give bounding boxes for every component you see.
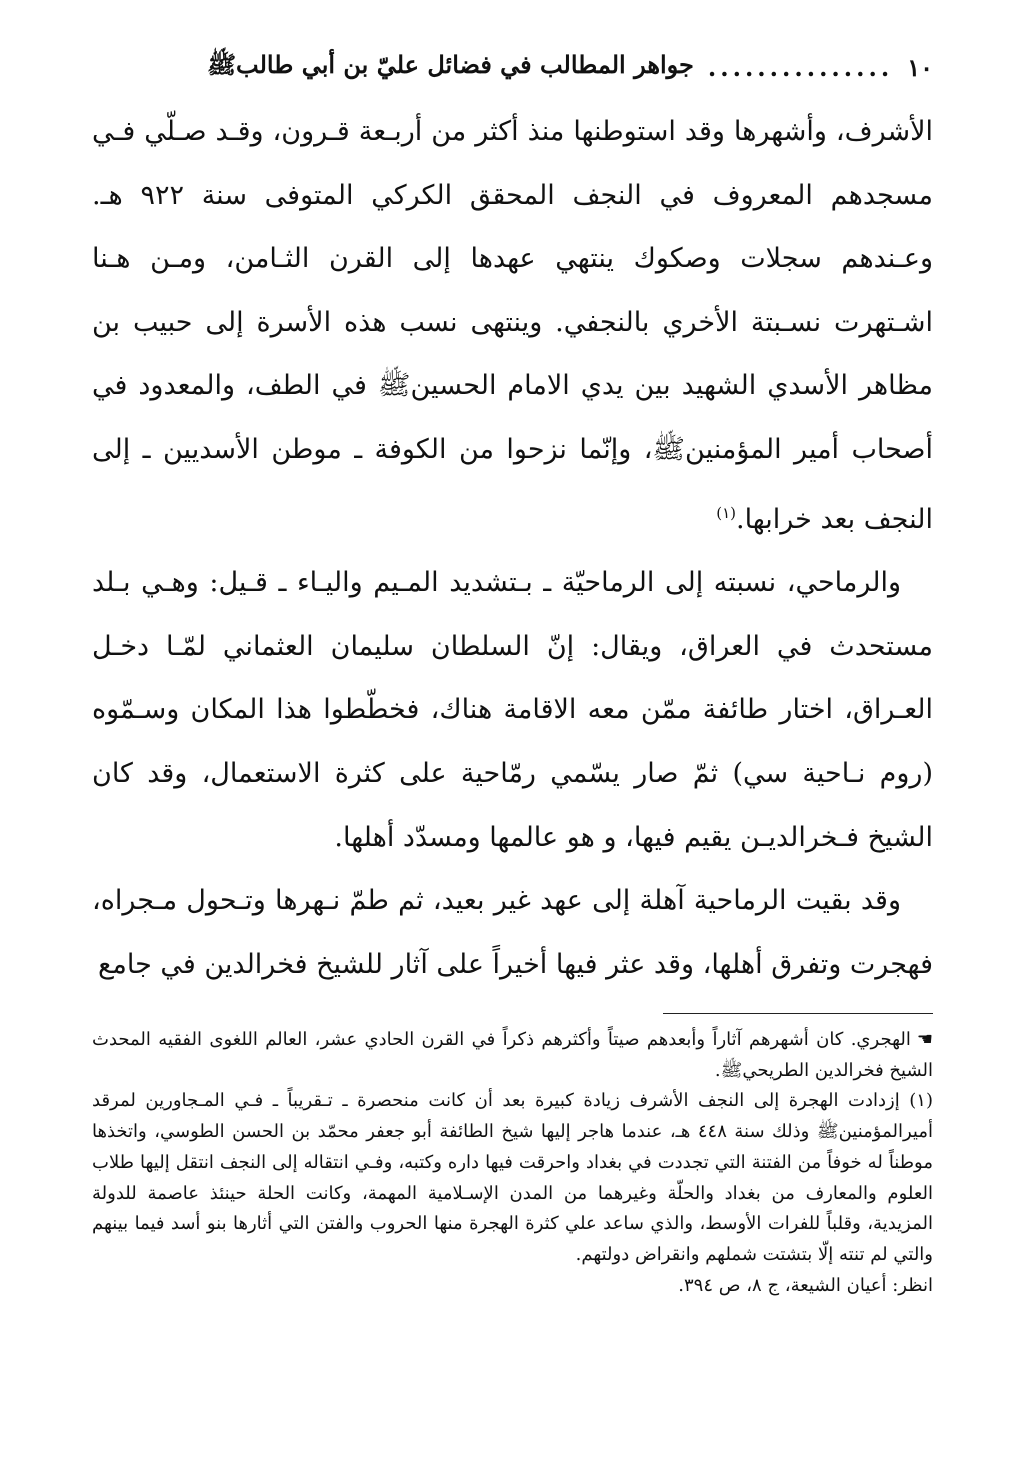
pointing-hand-icon: ☚ — [916, 1029, 933, 1050]
paragraph-1-text: الأشرف، وأشهرها وقد استوطنها منذ أكثر من أربـعة قـرون، وقـد صـلّي فـي مسجدهم المعروف في النجف المحقق الكركي المتوفى سنة ٩٢٢ هـ. وعـندهم سجلات وصكوك ينتهي عهدها إلى القرن الثـامن، ومـن هـنا اشـتهرت نسـبتة الأخري بالنجفي. وينتهى نسب هذه الأسرة إلى حبيب بن مظاهر الأسدي الشهيد بين يدي الامام الحسينﷺ في الطف، والمعدود في أصحاب أمير المؤمنينﷺ، وإنّما نزحوا من الكوفة ـ موطن الأسديين ـ إلى النجف بعد خرابها. — [92, 116, 933, 535]
running-header — [92, 44, 933, 90]
main-text — [92, 100, 933, 996]
header-leader-dots: ............... — [707, 52, 894, 82]
paragraph-2: والرماحي، نسبته إلى الرماحيّة ـ بـتشديد المـيم واليـاء ـ قـيل: وهـي بـلد مستحدث في العراق، ويقال: إنّ السلطان سليمان العثماني لمّـا دخـل العـراق، اختار طائفة ممّن معه الاقامة هناك، فخطّطوا هذا المكان وسـمّوه (روم نـاحية سي) ثمّ صار يسّمي رمّاحية على كثرة الاستعمال، وقد كان الشيخ فـخرالديـن يقيم فيها، و هو عالمها ومسدّد أهلها. — [92, 567, 933, 853]
footnote-continuation-text: الهجري. كان أشهرهم آثاراً وأبعدهم صيتاً وأكثرهم ذكراً في القرن الحادي عشر، العالم اللغوى الفقيه المحدث الشيخ فخرالدين الطريحيﷺ. — [92, 1029, 933, 1081]
footnote-continuation — [92, 1025, 933, 1086]
footnote-separator — [663, 1013, 933, 1014]
footnote-1-source: انظر: أعيان الشيعة، ج ٨، ص ٣٩٤. — [678, 1274, 933, 1296]
paragraph-3: وقد بقيت الرماحية آهلة إلى عهد غير بعيد، ثم طمّ نـهرها وتـحول مـجراه، فهجرت وتفرق أهلها، وقد عثر فيها أخيراً على آثار للشيخ فخرالدين في جامع — [92, 885, 933, 980]
page-number: ١٠ — [907, 52, 933, 82]
paragraph-1 — [92, 100, 933, 551]
footnotes — [92, 1025, 933, 1301]
footnote-ref-1: (١) — [716, 503, 736, 522]
book-title: جواهر المطالب في فضائل عليّ بن أبي طالبﷺ — [207, 49, 694, 79]
footnote-1: (١) إزدادت الهجرة إلى النجف الأشرف زيادة كبيرة بعد أن كانت منحصرة ـ تـقريباً ـ فـي المـجاورين لمرقد أميرالمؤمنينﷺ وذلك سنة ٤٤٨ هـ، عندما هاجر إليها شيخ الطائفة أبو جعفر محمّد بن الحسن الطوسي، واتخذها موطناً له خوفاً من الفتنة التي تجددت في بغداد واحرقت فيها داره وكتبه، وفـي انتقاله إلى النجف انتقل إليها طلاب العلوم والمعارف من بغداد والحلّة وغيرهما من المدن الإسـلامية المهمة، وكانت الحلة حينئذ عاصمة للدولة المزيدية، وقلباً للفرات الأوسط، والذي ساعد علي كثرة الهجرة منها الحروب والفتن التي أثارها بنو أسد فيما بينهم والتي لم تنته إلّا بتشتت شملهم وانقراض دولتهم. — [92, 1090, 933, 1265]
